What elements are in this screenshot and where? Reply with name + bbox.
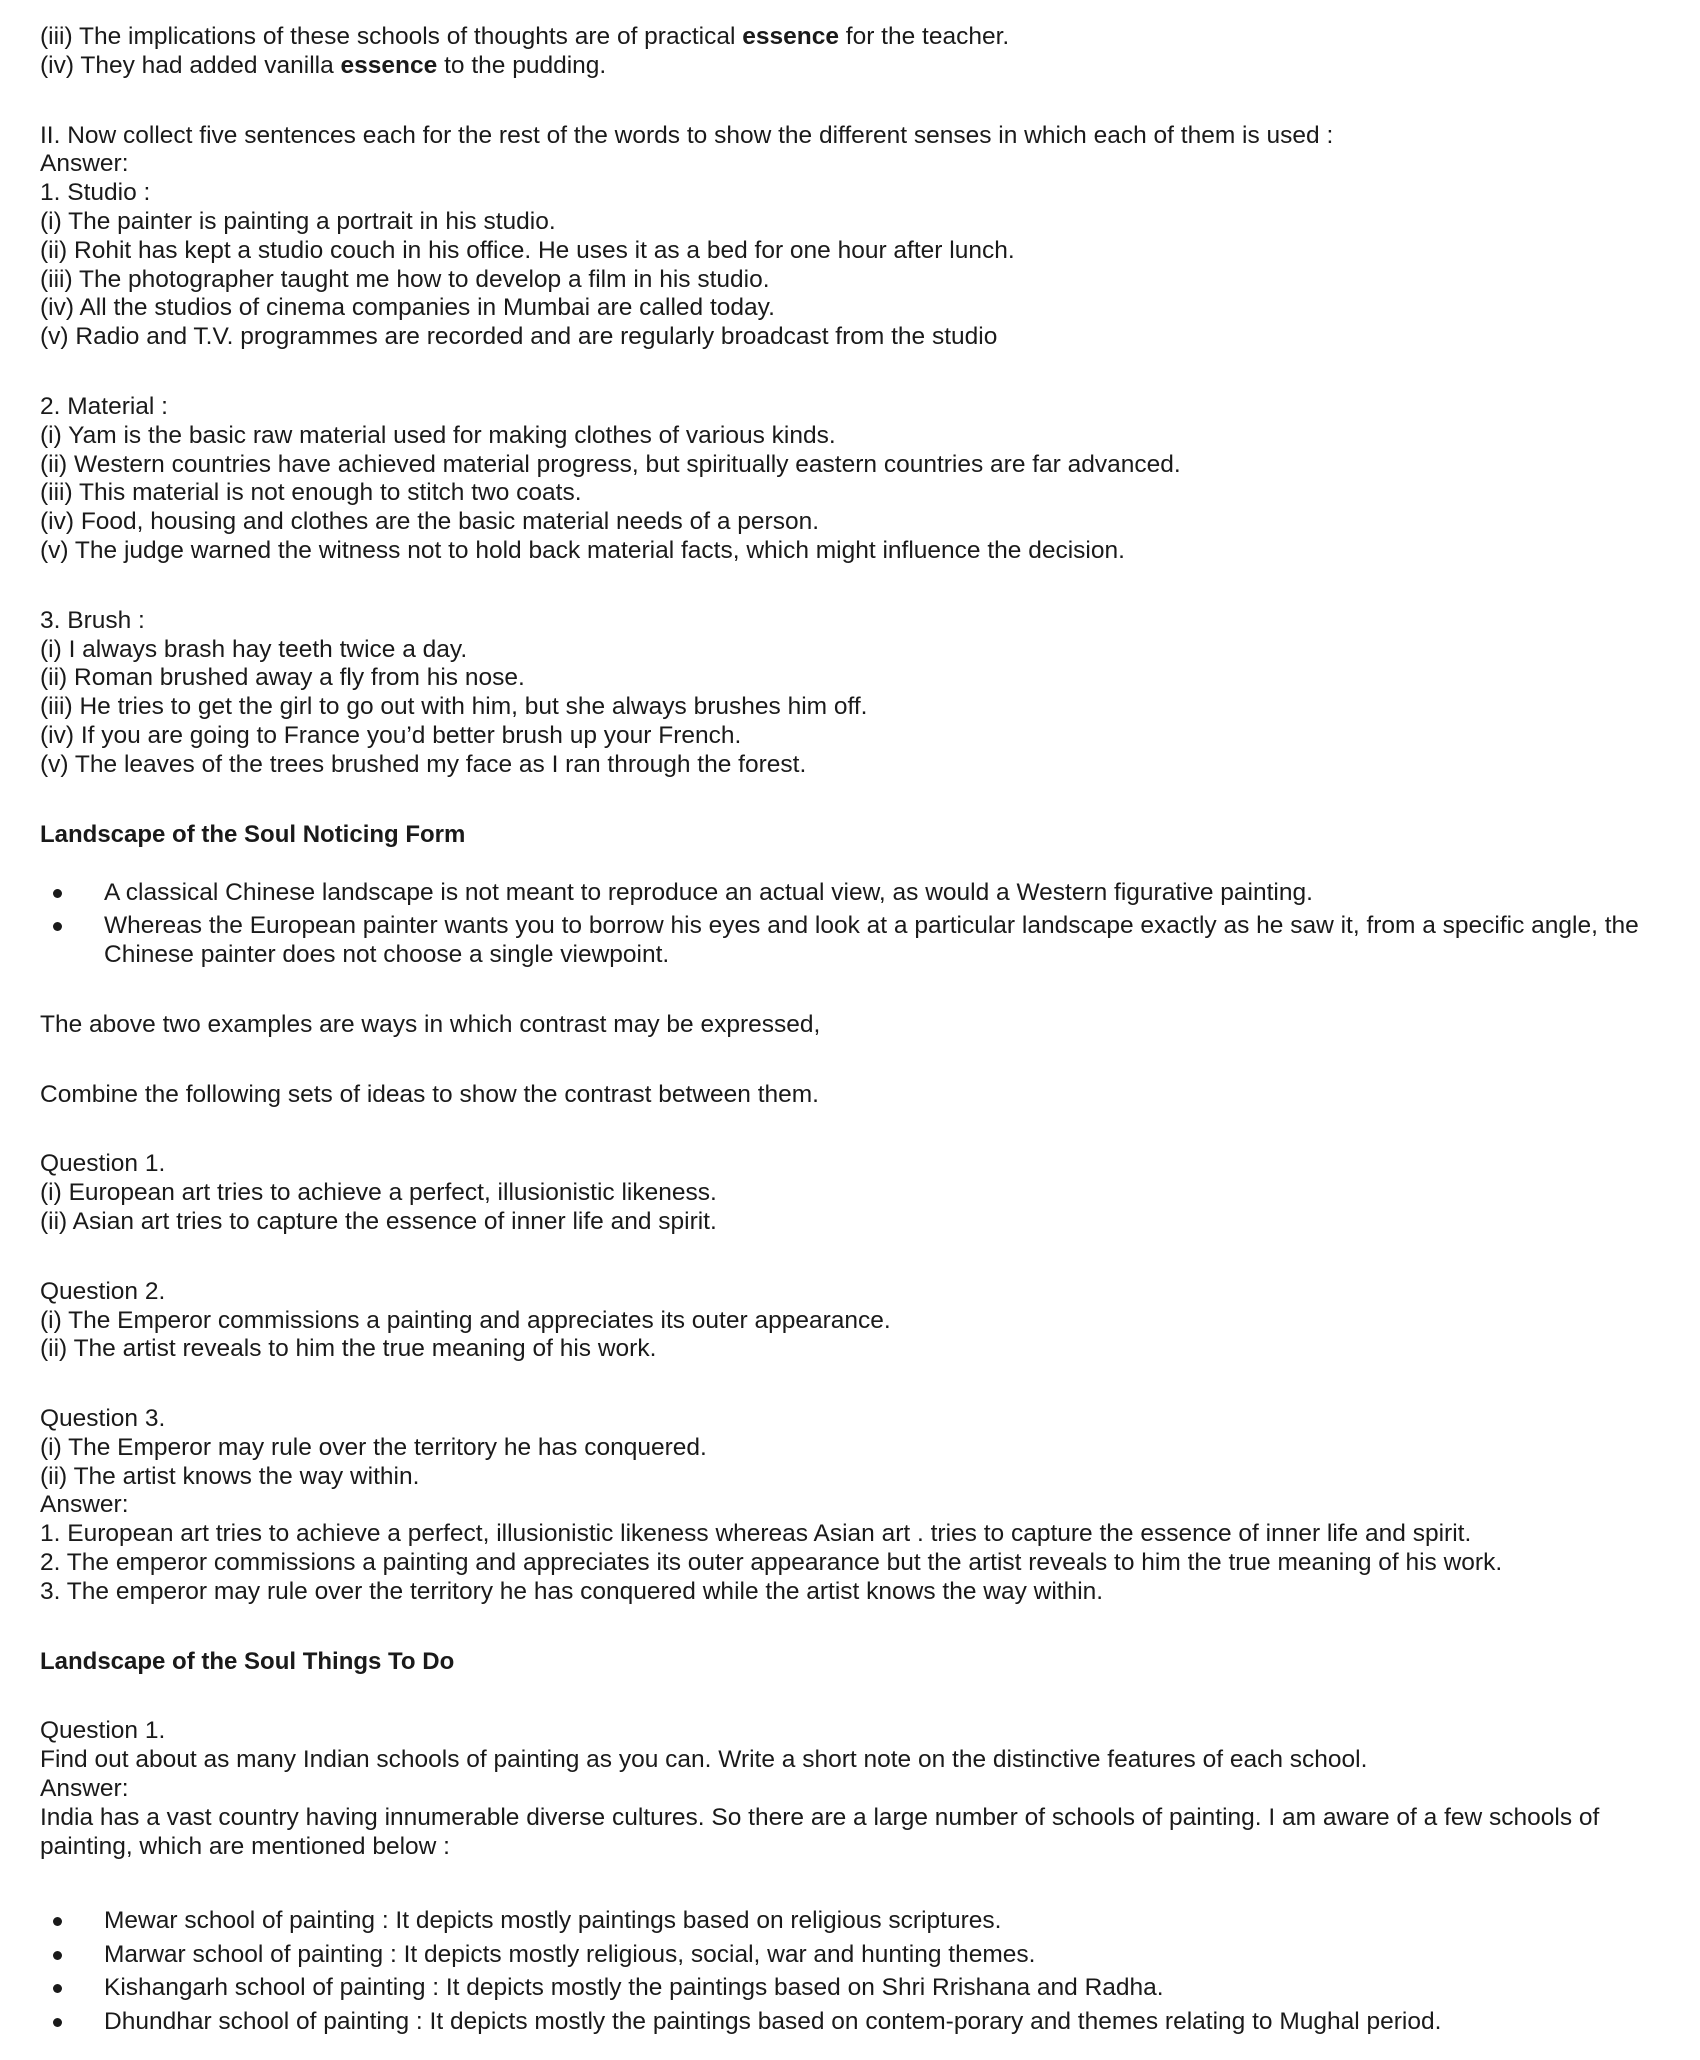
example-sentence: (i) I always brash hay teeth twice a day. bbox=[40, 635, 468, 663]
bullet-icon bbox=[53, 889, 62, 898]
question-item: (i) The Emperor may rule over the territory he has conquered. bbox=[40, 1433, 707, 1461]
example-sentence: (iii) He tries to get the girl to go out with him, but she always brushes him off. bbox=[40, 693, 868, 721]
sentence-text: (iii) The implications of these schools of thoughts are of practical bbox=[40, 23, 743, 50]
example-sentence: (v) The judge warned the witness not to hold back material facts, which might influence the decision. bbox=[40, 536, 1125, 564]
bullet-icon bbox=[53, 1951, 62, 1960]
sentence-text: for the teacher. bbox=[838, 23, 1010, 50]
answer-line: 1. European art tries to achieve a perfect, illusionistic likeness whereas Asian art . tries to capture the essence of inner life and spirit. bbox=[40, 1520, 1472, 1548]
bold-keyword: essence bbox=[340, 51, 438, 79]
word-group-title: 2. Material : bbox=[40, 392, 168, 420]
answer-line: 3. The emperor may rule over the territory he has conquered while the artist knows the way within. bbox=[40, 1577, 1104, 1605]
list-item: A classical Chinese landscape is not meant to reproduce an actual view, as would a Western figurative painting. bbox=[40, 879, 1660, 908]
example-sentence: (i) Yam is the basic raw material used for making clothes of various kinds. bbox=[40, 421, 836, 449]
example-sentence: (iii) The photographer taught me how to develop a film in his studio. bbox=[40, 265, 770, 293]
example-sentence: (iv) Food, housing and clothes are the basic material needs of a person. bbox=[40, 508, 819, 536]
answer-label: Answer: bbox=[40, 1491, 129, 1519]
example-sentence: (ii) Rohit has kept a studio couch in his office. He uses it as a bed for one hour after lunch. bbox=[40, 236, 1015, 264]
list-item: Mewar school of painting : It depicts mostly paintings based on religious scriptures. bbox=[40, 1907, 1660, 1936]
section2-instruction: II. Now collect five sentences each for the rest of the words to show the different senses in which each of them is used : bbox=[40, 121, 1334, 149]
bullet-icon bbox=[53, 922, 62, 931]
example-sentence: (v) The leaves of the trees brushed my face as I ran through the forest. bbox=[40, 750, 807, 778]
noticing-bullet-list bbox=[40, 879, 1660, 969]
question-item: (ii) Asian art tries to capture the essence of inner life and spirit. bbox=[40, 1207, 717, 1235]
question-item: (i) European art tries to achieve a perfect, illusionistic likeness. bbox=[40, 1179, 717, 1207]
example-sentence: (iv) If you are going to France you’d better brush up your French. bbox=[40, 721, 742, 749]
example-sentence: (v) Radio and T.V. programmes are recorded and are regularly broadcast from the studio bbox=[40, 323, 998, 351]
bold-keyword: essence bbox=[742, 23, 839, 50]
bullet-icon bbox=[53, 1917, 62, 1926]
question-item: (ii) The artist knows the way within. bbox=[40, 1462, 420, 1490]
contrast-note: The above two examples are ways in which contrast may be expressed, bbox=[40, 1010, 821, 1038]
list-item: Kishangarh school of painting : It depicts mostly the paintings based on Shri Rrishana and Radha. bbox=[40, 1974, 1660, 2003]
list-item: Dhundhar school of painting : It depicts mostly the paintings based on contem-porary and themes relating to Mughal period. bbox=[40, 2008, 1660, 2037]
essence-sentence-iv bbox=[40, 52, 1660, 81]
essence-sentence-iii bbox=[40, 23, 1660, 52]
list-item: Marwar school of painting : It depicts mostly religious, social, war and hunting themes. bbox=[40, 1941, 1660, 1970]
word-group-title: 1. Studio : bbox=[40, 179, 151, 207]
answer-line: 2. The emperor commissions a painting and appreciates its outer appearance but the artist reveals to him the true meaning of his work. bbox=[40, 1549, 1503, 1577]
section-heading-things-to-do: Landscape of the Soul Things To Do bbox=[40, 1647, 455, 1675]
bullet-icon bbox=[53, 1984, 62, 1993]
schools-bullet-list bbox=[40, 1907, 1660, 2036]
sentence-text: to the pudding. bbox=[437, 51, 607, 79]
answer-intro: India has a vast country having innumerable diverse cultures. So there are a large number of schools of painting. I am aware of a few schools of painting, which are mentioned below : bbox=[40, 1803, 1600, 1860]
question-label: Question 3. bbox=[40, 1405, 166, 1433]
section-heading-noticing-form: Landscape of the Soul Noticing Form bbox=[40, 820, 466, 848]
word-group-title: 3. Brush : bbox=[40, 606, 145, 634]
list-item: Whereas the European painter wants you to borrow his eyes and look at a particular landscape exactly as he saw it, from a specific angle, the Chinese painter does not choose a single viewpoint. bbox=[40, 912, 1660, 970]
example-sentence: (ii) Roman brushed away a fly from his nose. bbox=[40, 664, 525, 692]
question-text: Find out about as many Indian schools of painting as you can. Write a short note on the distinctive features of each school. bbox=[40, 1746, 1368, 1774]
question-item: (ii) The artist reveals to him the true meaning of his work. bbox=[40, 1335, 657, 1363]
combine-instruction: Combine the following sets of ideas to show the contrast between them. bbox=[40, 1080, 819, 1108]
sentence-text: (iv) They had added vanilla bbox=[40, 51, 341, 79]
question-label: Question 1. bbox=[40, 1150, 166, 1178]
bullet-icon bbox=[53, 2018, 62, 2027]
example-sentence: (ii) Western countries have achieved material progress, but spiritually eastern countries are far advanced. bbox=[40, 450, 1181, 478]
question-item: (i) The Emperor commissions a painting and appreciates its outer appearance. bbox=[40, 1306, 891, 1334]
answer-label: Answer: bbox=[40, 1775, 129, 1803]
example-sentence: (iii) This material is not enough to stitch two coats. bbox=[40, 479, 582, 507]
question-label: Question 2. bbox=[40, 1277, 166, 1305]
question-label: Question 1. bbox=[40, 1717, 166, 1745]
example-sentence: (i) The painter is painting a portrait in his studio. bbox=[40, 207, 556, 235]
example-sentence: (iv) All the studios of cinema companies in Mumbai are called today. bbox=[40, 294, 775, 322]
answer-label: Answer: bbox=[40, 150, 129, 178]
